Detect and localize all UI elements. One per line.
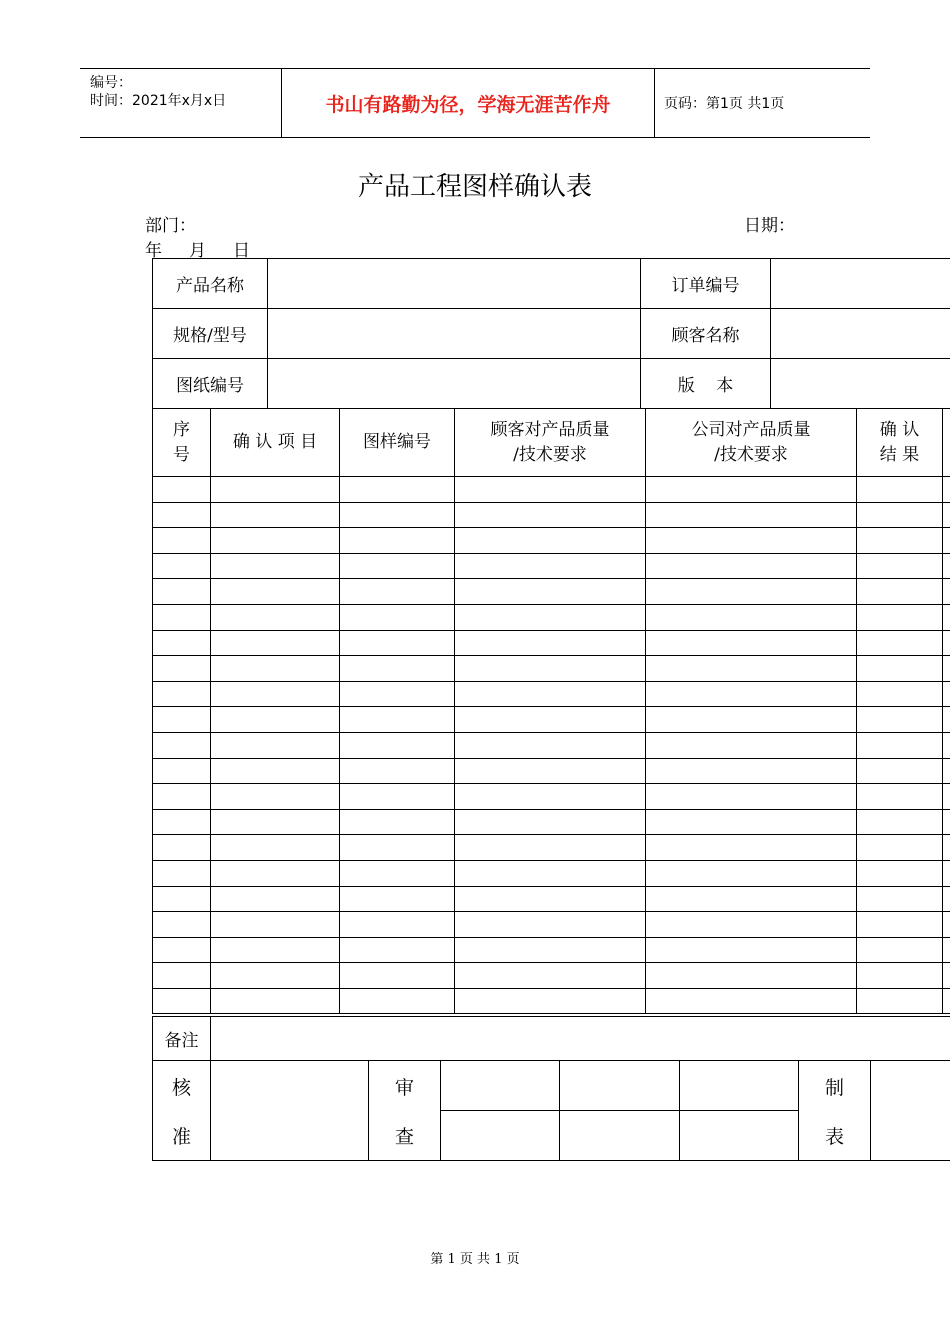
table-row [153, 502, 950, 528]
table-cell[interactable] [211, 553, 340, 579]
table-cell[interactable] [153, 553, 211, 579]
product-info-table [152, 258, 950, 409]
table-cell[interactable] [211, 912, 340, 938]
table-cell[interactable] [211, 630, 340, 656]
table-cell[interactable] [857, 630, 943, 656]
table-cell[interactable] [646, 912, 857, 938]
table-cell[interactable] [211, 502, 340, 528]
table-row [153, 656, 950, 682]
table-cell[interactable] [340, 681, 455, 707]
header-page-label: 页码：第1页 共1页 [664, 96, 785, 112]
table-cell[interactable] [646, 809, 857, 835]
row-spacer-cell [943, 553, 950, 579]
date-ymd: 年 月 日 [145, 241, 251, 261]
table-row [153, 758, 950, 784]
table-cell[interactable] [455, 963, 646, 989]
table-row [153, 988, 950, 1014]
table-cell[interactable] [455, 528, 646, 554]
row-spacer-cell [943, 656, 950, 682]
table-cell[interactable] [153, 477, 211, 503]
table-cell[interactable] [455, 758, 646, 784]
col-result-header: 确 认 结 果 [857, 409, 943, 477]
table-cell[interactable] [455, 860, 646, 886]
review-field[interactable] [680, 1111, 799, 1161]
number-label: 编号： [90, 75, 132, 91]
table-cell[interactable] [646, 860, 857, 886]
table-cell[interactable] [211, 860, 340, 886]
table-cell[interactable] [340, 937, 455, 963]
table-row [153, 937, 950, 963]
table-cell[interactable] [153, 732, 211, 758]
table-cell[interactable] [455, 835, 646, 861]
remarks-label: 备注 [153, 1017, 211, 1061]
table-row [153, 553, 950, 579]
table-cell[interactable] [340, 988, 455, 1014]
table-cell[interactable] [211, 988, 340, 1014]
table-cell[interactable] [857, 477, 943, 503]
review-field[interactable] [441, 1061, 560, 1111]
table-cell[interactable] [153, 912, 211, 938]
table-cell[interactable] [153, 681, 211, 707]
table-cell[interactable] [857, 860, 943, 886]
table-cell[interactable] [646, 732, 857, 758]
table-row [153, 477, 950, 503]
version-label: 版 本 [641, 359, 771, 409]
row-spacer-cell [943, 681, 950, 707]
table-cell[interactable] [455, 604, 646, 630]
date-label: 日期： [744, 216, 795, 236]
review-field[interactable] [560, 1111, 680, 1161]
remarks-table [152, 1016, 950, 1061]
table-cell[interactable] [211, 579, 340, 605]
row-spacer-cell [943, 886, 950, 912]
approval-table [152, 1060, 950, 1161]
table-cell[interactable] [153, 707, 211, 733]
table-row [153, 963, 950, 989]
table-cell[interactable] [455, 937, 646, 963]
table-cell[interactable] [340, 630, 455, 656]
table-cell[interactable] [153, 886, 211, 912]
table-row [153, 579, 950, 605]
table-cell[interactable] [646, 963, 857, 989]
table-cell[interactable] [211, 886, 340, 912]
table-cell[interactable] [211, 784, 340, 810]
table-cell[interactable] [455, 988, 646, 1014]
table-cell[interactable] [211, 604, 340, 630]
row-spacer-cell [943, 502, 950, 528]
row-spacer-cell [943, 630, 950, 656]
table-cell[interactable] [455, 630, 646, 656]
table-cell[interactable] [646, 886, 857, 912]
table-row [153, 809, 950, 835]
review-label: 审 查 [369, 1061, 441, 1161]
table-row [153, 860, 950, 886]
table-cell[interactable] [340, 886, 455, 912]
table-cell[interactable] [857, 937, 943, 963]
drawing-no-field[interactable] [268, 359, 641, 409]
table-cell[interactable] [646, 835, 857, 861]
table-cell[interactable] [153, 502, 211, 528]
table-cell[interactable] [455, 579, 646, 605]
table-cell[interactable] [211, 809, 340, 835]
table-cell[interactable] [857, 912, 943, 938]
table-cell[interactable] [646, 937, 857, 963]
time-label: 时间：2021年x月x日 [90, 93, 227, 109]
row-spacer-cell [943, 784, 950, 810]
spec-model-label: 规格/型号 [153, 309, 268, 359]
table-cell[interactable] [455, 809, 646, 835]
table-cell[interactable] [455, 681, 646, 707]
row-spacer-cell [943, 937, 950, 963]
customer-name-field[interactable] [771, 309, 950, 359]
review-field[interactable] [441, 1111, 560, 1161]
table-cell[interactable] [455, 707, 646, 733]
table-cell[interactable] [340, 732, 455, 758]
row-spacer-cell [943, 477, 950, 503]
table-cell[interactable] [340, 912, 455, 938]
table-cell[interactable] [455, 732, 646, 758]
table-cell[interactable] [340, 963, 455, 989]
table-cell[interactable] [211, 707, 340, 733]
table-cell[interactable] [646, 784, 857, 810]
table-cell[interactable] [646, 604, 857, 630]
row-spacer-cell [943, 579, 950, 605]
table-cell[interactable] [455, 656, 646, 682]
table-cell[interactable] [646, 553, 857, 579]
table-cell[interactable] [153, 988, 211, 1014]
table-cell[interactable] [340, 477, 455, 503]
table-cell[interactable] [646, 502, 857, 528]
row-spacer-cell [943, 758, 950, 784]
spec-model-field[interactable] [268, 309, 641, 359]
col-company-req-header: 公司对产品质量 /技术要求 [646, 409, 857, 477]
table-cell[interactable] [153, 656, 211, 682]
table-cell[interactable] [340, 604, 455, 630]
form-title: 产品工程图样确认表 [357, 172, 592, 202]
table-cell[interactable] [340, 784, 455, 810]
drawing-no-label: 图纸编号 [153, 359, 268, 409]
table-cell[interactable] [455, 553, 646, 579]
table-cell[interactable] [857, 528, 943, 554]
table-cell[interactable] [153, 784, 211, 810]
review-field[interactable] [680, 1061, 799, 1111]
col-seq-header: 序 号 [153, 409, 211, 477]
header-slogan: 书山有路勤为径，学海无涯苦作舟 [282, 69, 655, 137]
table-cell[interactable] [646, 528, 857, 554]
table-cell[interactable] [153, 835, 211, 861]
table-cell[interactable] [340, 528, 455, 554]
table-cell[interactable] [340, 502, 455, 528]
product-name-label: 产品名称 [153, 259, 268, 309]
approve-label: 核 准 [153, 1061, 211, 1161]
table-cell[interactable] [153, 937, 211, 963]
table-cell[interactable] [153, 604, 211, 630]
table-cell[interactable] [857, 656, 943, 682]
table-cell[interactable] [153, 528, 211, 554]
table-cell[interactable] [340, 579, 455, 605]
table-cell[interactable] [211, 758, 340, 784]
table-cell[interactable] [340, 707, 455, 733]
table-cell[interactable] [646, 707, 857, 733]
header-meta [80, 69, 282, 137]
table-cell[interactable] [153, 579, 211, 605]
table-cell[interactable] [646, 681, 857, 707]
col-customer-req-header: 顾客对产品质量 /技术要求 [455, 409, 646, 477]
table-cell[interactable] [340, 860, 455, 886]
row-spacer-cell [943, 860, 950, 886]
col-spacer [943, 409, 950, 477]
table-cell[interactable] [211, 937, 340, 963]
table-cell[interactable] [455, 502, 646, 528]
table-cell[interactable] [857, 963, 943, 989]
table-cell[interactable] [340, 656, 455, 682]
table-cell[interactable] [857, 809, 943, 835]
table-cell[interactable] [455, 784, 646, 810]
col-drawing-header: 图样编号 [340, 409, 455, 477]
page-footer: 第 1 页 共 1 页 [430, 1252, 520, 1267]
table-cell[interactable] [857, 886, 943, 912]
table-row [153, 886, 950, 912]
table-row [153, 912, 950, 938]
product-name-field[interactable] [268, 259, 641, 309]
table-cell[interactable] [646, 656, 857, 682]
table-cell[interactable] [646, 579, 857, 605]
table-cell[interactable] [857, 758, 943, 784]
table-cell[interactable] [646, 988, 857, 1014]
table-cell[interactable] [646, 477, 857, 503]
row-spacer-cell [943, 988, 950, 1014]
table-cell[interactable] [857, 988, 943, 1014]
table-cell[interactable] [153, 809, 211, 835]
row-spacer-cell [943, 604, 950, 630]
table-row [153, 835, 950, 861]
table-cell[interactable] [857, 553, 943, 579]
row-spacer-cell [943, 528, 950, 554]
table-row [153, 784, 950, 810]
row-spacer-cell [943, 912, 950, 938]
table-cell[interactable] [211, 656, 340, 682]
table-cell[interactable] [211, 528, 340, 554]
table-cell[interactable] [455, 912, 646, 938]
row-spacer-cell [943, 809, 950, 835]
department-label: 部门： [145, 216, 196, 236]
table-row [153, 681, 950, 707]
table-cell[interactable] [340, 809, 455, 835]
row-spacer-cell [943, 732, 950, 758]
table-cell[interactable] [857, 732, 943, 758]
row-spacer-cell [943, 707, 950, 733]
table-cell[interactable] [211, 732, 340, 758]
table-cell[interactable] [211, 477, 340, 503]
table-row [153, 707, 950, 733]
col-item-header: 确 认 项 目 [211, 409, 340, 477]
table-cell[interactable] [153, 758, 211, 784]
table-cell[interactable] [455, 477, 646, 503]
confirmation-detail-table [152, 408, 950, 1014]
table-cell[interactable] [340, 553, 455, 579]
table-cell[interactable] [211, 835, 340, 861]
table-cell[interactable] [857, 681, 943, 707]
table-row [153, 528, 950, 554]
table-cell[interactable] [857, 707, 943, 733]
table-cell[interactable] [857, 784, 943, 810]
customer-name-label: 顾客名称 [641, 309, 771, 359]
table-cell[interactable] [153, 860, 211, 886]
table-cell[interactable] [211, 963, 340, 989]
approve-field[interactable] [211, 1061, 369, 1161]
table-row [153, 604, 950, 630]
table-cell[interactable] [340, 758, 455, 784]
review-field[interactable] [560, 1061, 680, 1111]
table-cell[interactable] [857, 835, 943, 861]
table-cell[interactable] [455, 886, 646, 912]
table-cell[interactable] [211, 681, 340, 707]
table-cell[interactable] [340, 835, 455, 861]
order-no-field[interactable] [771, 259, 950, 309]
prepare-field[interactable] [871, 1061, 950, 1161]
table-cell[interactable] [646, 758, 857, 784]
table-row [153, 732, 950, 758]
version-field[interactable] [771, 359, 950, 409]
table-row [153, 630, 950, 656]
table-cell[interactable] [646, 630, 857, 656]
table-cell[interactable] [857, 604, 943, 630]
table-cell[interactable] [153, 630, 211, 656]
remarks-field[interactable] [211, 1017, 950, 1061]
row-spacer-cell [943, 835, 950, 861]
order-no-label: 订单编号 [641, 259, 771, 309]
row-spacer-cell [943, 963, 950, 989]
document-header [80, 68, 870, 138]
table-cell[interactable] [857, 502, 943, 528]
prepare-label: 制 表 [799, 1061, 871, 1161]
table-cell[interactable] [857, 579, 943, 605]
table-cell[interactable] [153, 963, 211, 989]
